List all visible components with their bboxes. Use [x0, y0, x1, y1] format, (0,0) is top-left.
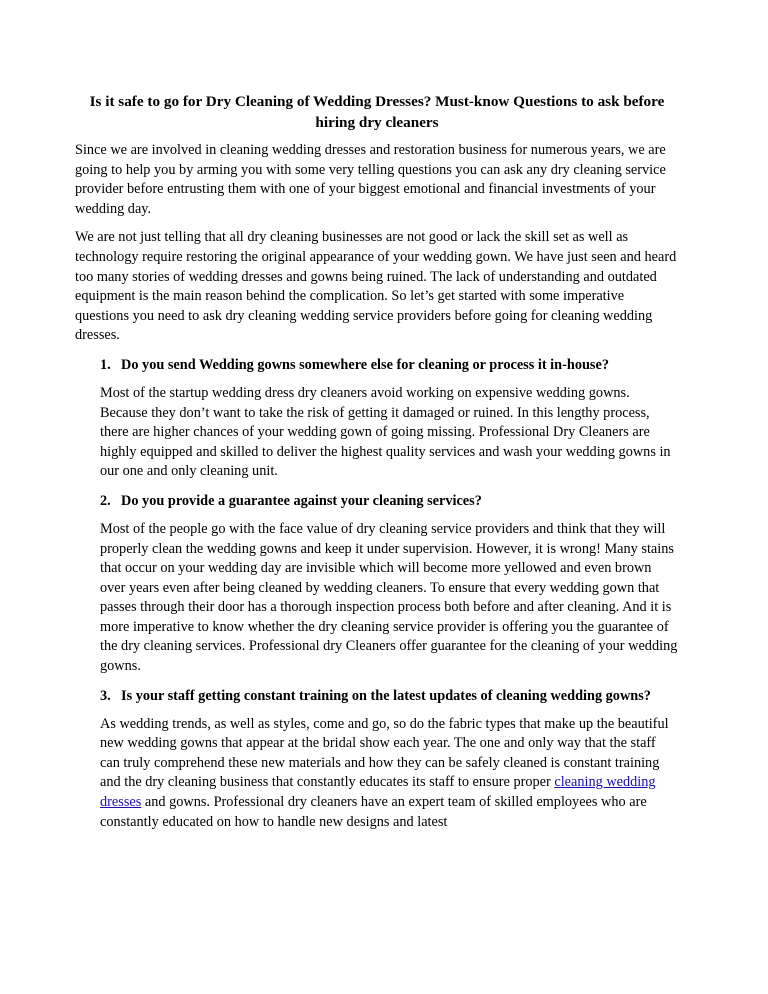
intro-paragraph-1: Since we are involved in cleaning wedding dresses and restoration business for numerous years, we are going to help you by arming you with some very telling questions you can ask any dry cleaning service provider before entrusting them with one of your biggest emotional and financial investments of your wedding day.: [75, 142, 666, 217]
question-3-answer: [100, 715, 679, 833]
question-1-answer: Most of the startup wedding dress dry cleaners avoid working on expensive wedding gowns. Because they don’t want to take the risk of getting it damaged or ruined. In this lengthy process, there are higher chances of your wedding gown of going missing. Professional Dry Cleaners are highly equipped and skilled to deliver the highest quality services and wash your wedding gowns in our one and only cleaning unit.: [100, 384, 671, 480]
question-2-number: 2.: [100, 492, 111, 509]
question-3-heading: [100, 686, 679, 706]
question-2-answer: Most of the people go with the face value of dry cleaning service providers and think that they will properly clean the wedding gowns and keep it under supervision. However, it is wrong! Many stains that occur on your wedding day are invisible which will become more yellowed and even brown over years even after being cleaned by wedding cleaners. To ensure that every wedding gown that passes through their door has a thorough inspection process both before and after cleaning. And it is more imperative to know whether the dry cleaning service provider is offering you the guarantee of the dry cleaning services. Professional dry Cleaners offer guarantee for the cleaning of your wedding gowns.: [100, 520, 678, 675]
question-1-text: Do you send Wedding gowns somewhere else for cleaning or process it in-house?: [121, 356, 609, 373]
question-3-text: Is your staff getting constant training on the latest updates of cleaning wedding gowns?: [121, 687, 651, 704]
intro-paragraph-2: We are not just telling that all dry cleaning businesses are not good or lack the skill set as well as technology require restoring the original appearance of your wedding gown. We have just seen and heard too many stories of wedding dresses and gowns being ruined. The lack of understanding and outdated equipment is the main reason behind the complication. So let’s get started with some imperative questions you need to ask dry cleaning wedding service providers before going for cleaning wedding dresses.: [75, 229, 677, 344]
document-page: [75, 91, 679, 841]
cleaning-wedding-dresses-link[interactable]: cleaning wedding dresses: [100, 774, 656, 811]
document-title: Is it safe to go for Dry Cleaning of Wedding Dresses? Must-know Questions to ask before hiring dry cleaners: [89, 93, 665, 131]
question-3-number: 3.: [100, 687, 111, 704]
question-1-number: 1.: [100, 356, 111, 373]
question-3-answer-text-before-link: As wedding trends, as well as styles, come and go, so do the fabric types that make up the beautiful new wedding gowns that appear at the bridal show each year. The one and only way that the staff can truly comprehend these new materials and how they can be safely cleaned is constant training and the dry cleaning business that constantly educates its staff to ensure proper: [100, 715, 669, 791]
question-2-heading: [100, 491, 679, 511]
question-3-answer-text-after-link: and gowns. Professional dry cleaners have an expert team of skilled employees who are constantly educated on how to handle new designs and latest: [100, 794, 647, 830]
question-1-heading: [100, 355, 679, 375]
question-2-text: Do you provide a guarantee against your cleaning services?: [121, 492, 482, 509]
